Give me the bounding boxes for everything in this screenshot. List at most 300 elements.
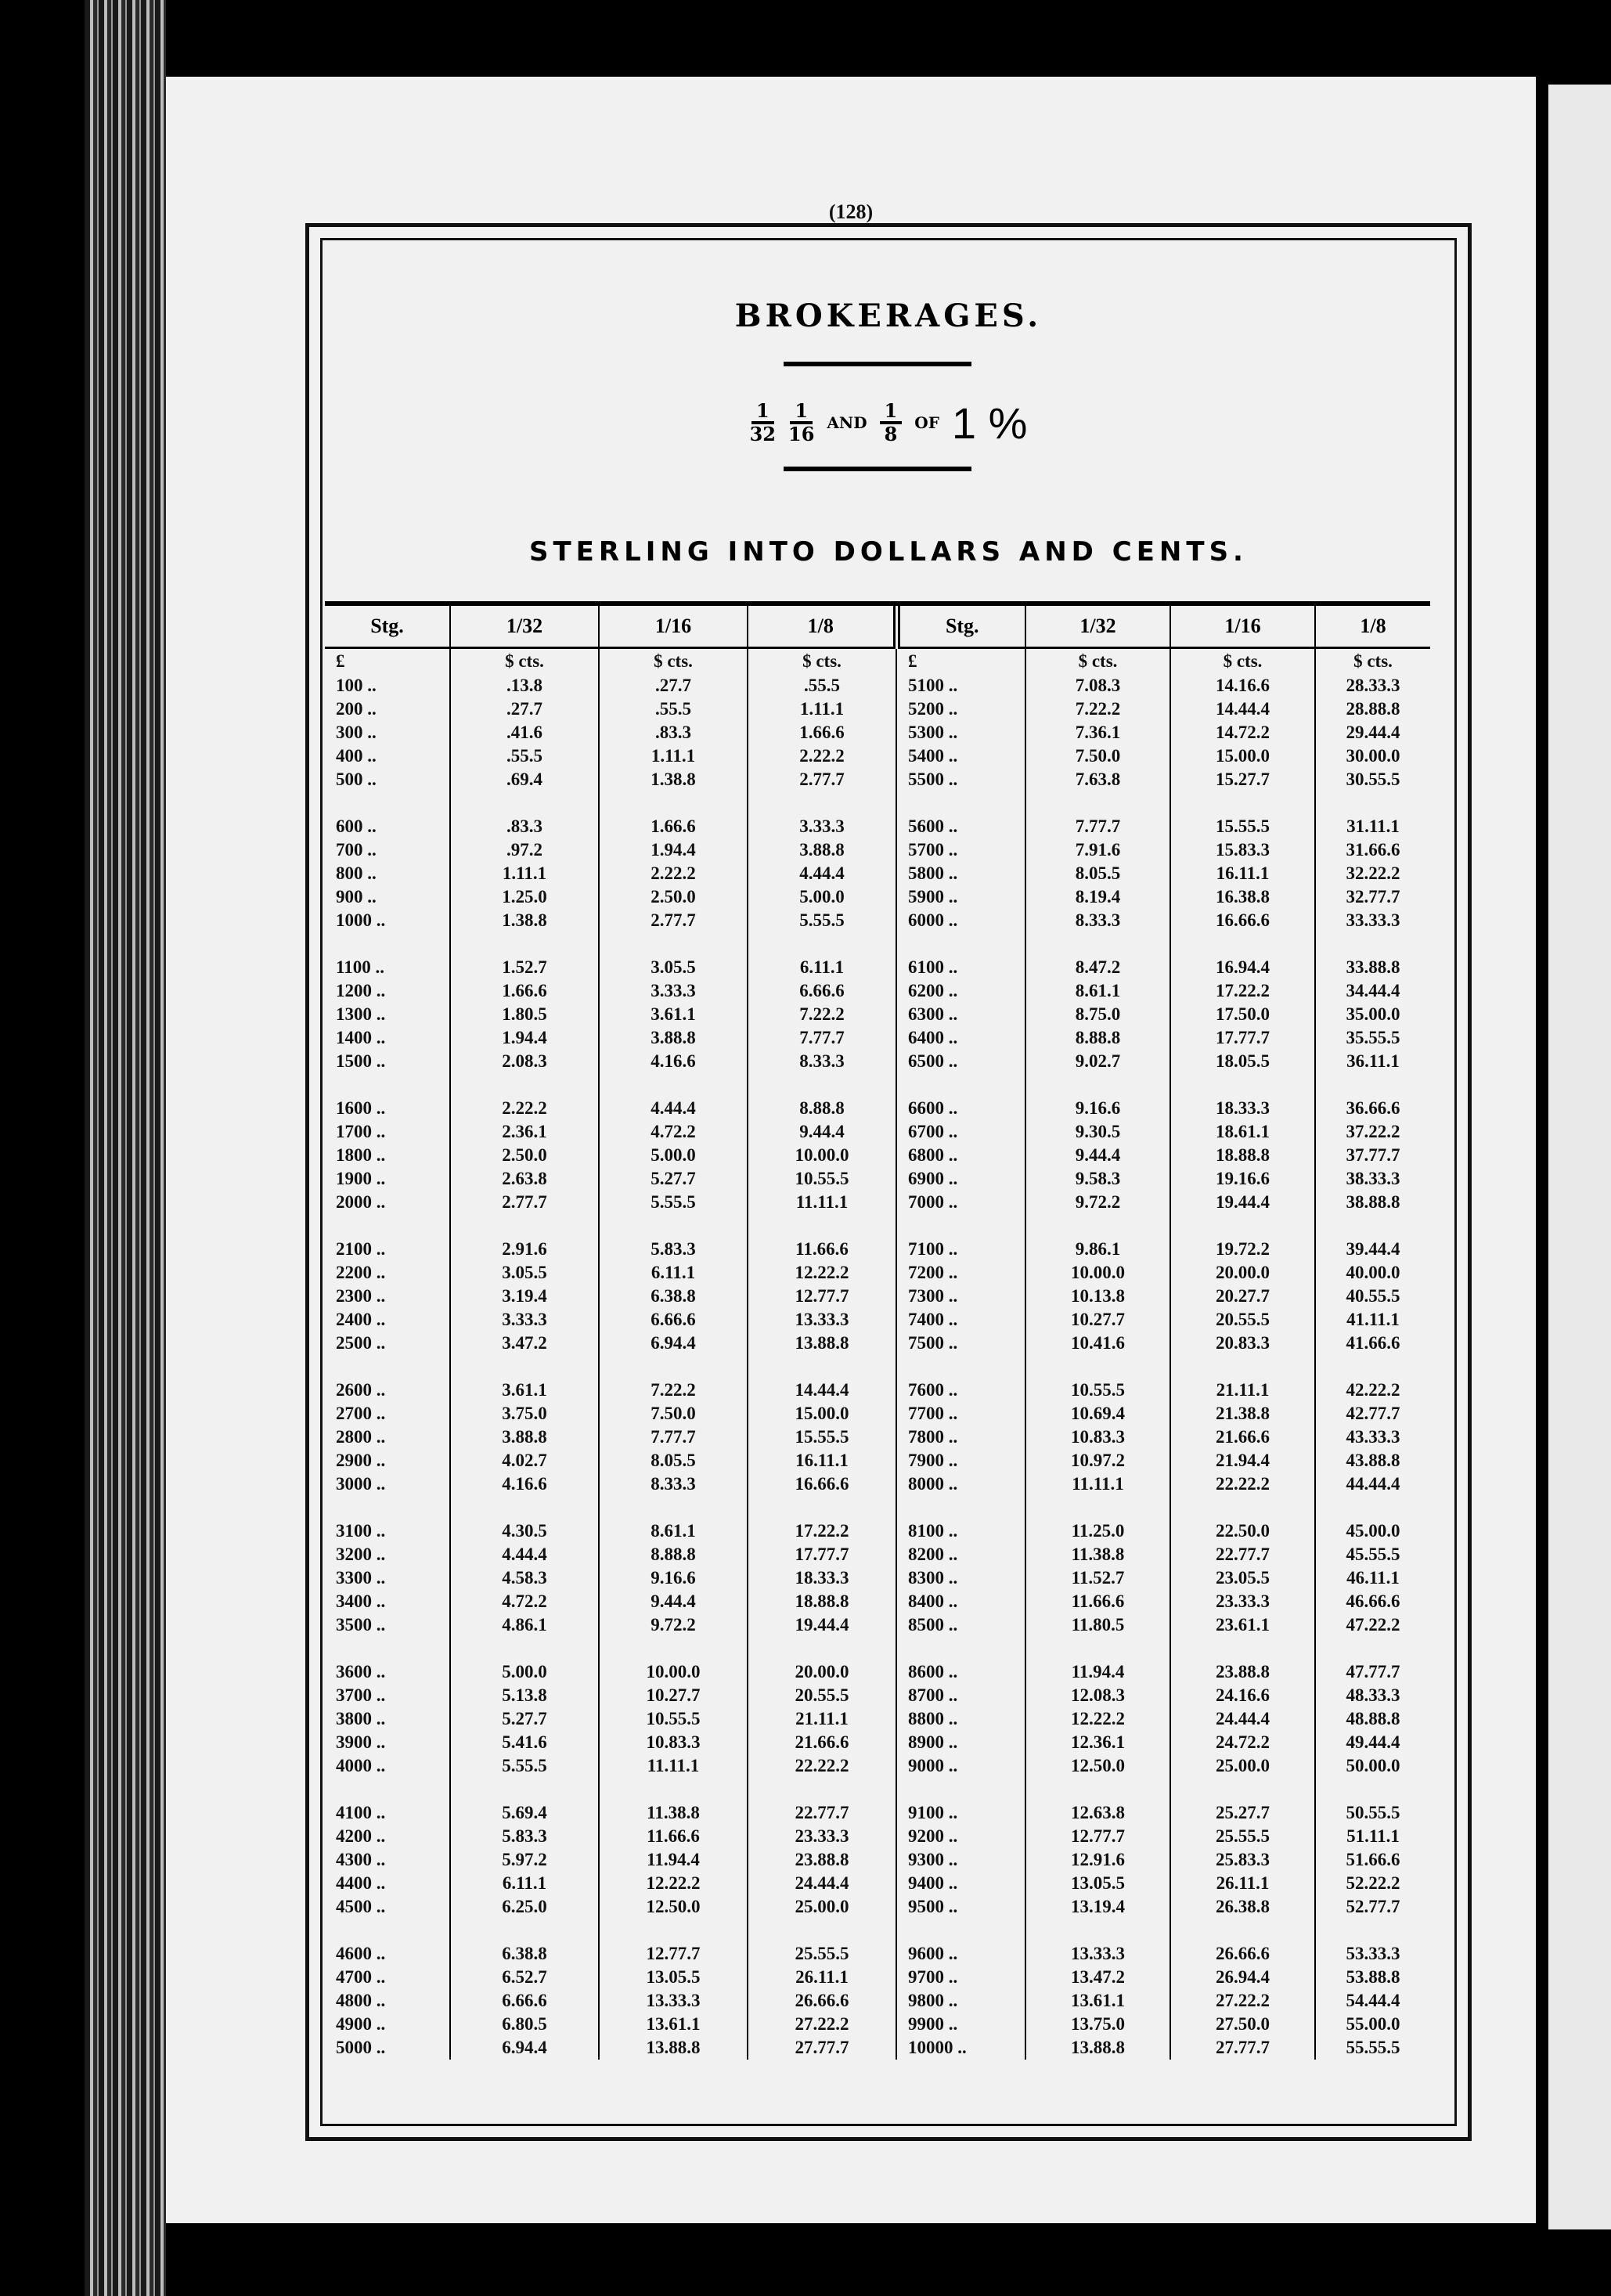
table-cell: 19.72.2 <box>1170 1238 1315 1261</box>
unit-cell: $ cts. <box>1170 648 1315 675</box>
spacer-cell <box>325 1214 450 1238</box>
table-cell: 27.22.2 <box>1170 1989 1315 2013</box>
table-row <box>325 1543 1430 1566</box>
spacer-cell <box>1025 932 1170 956</box>
table-cell: 20.00.0 <box>1170 1261 1315 1285</box>
table-cell: 11.80.5 <box>1025 1613 1170 1637</box>
group-spacer <box>325 1496 1430 1519</box>
table-cell: 1.38.8 <box>599 768 748 791</box>
table-row <box>325 674 1430 697</box>
spacer-cell <box>1025 1214 1170 1238</box>
table-cell: 6.66.6 <box>599 1308 748 1332</box>
spacer-cell <box>896 932 1025 956</box>
table-cell: 7.22.2 <box>1025 697 1170 721</box>
table-row <box>325 885 1430 909</box>
table-cell: 6.52.7 <box>450 1966 599 1989</box>
table-row <box>325 1167 1430 1191</box>
table-cell: 18.05.5 <box>1170 1050 1315 1073</box>
table-cell: 9.44.4 <box>599 1590 748 1613</box>
table-cell: 15.00.0 <box>1170 744 1315 768</box>
table-cell: 6000 .. <box>896 909 1025 932</box>
table-row <box>325 909 1430 932</box>
table-cell: 23.88.8 <box>1170 1660 1315 1684</box>
table-row <box>325 1731 1430 1754</box>
fraction-numerator: 1 <box>880 401 903 424</box>
table-cell: 51.66.6 <box>1346 1850 1400 1869</box>
spacer-cell <box>325 1919 450 1942</box>
table-cell: 10.55.5 <box>599 1707 748 1731</box>
unit-cell: £ <box>325 648 450 675</box>
table-cell: 4.72.2 <box>599 1120 748 1144</box>
table-cell: 8.05.5 <box>599 1449 748 1472</box>
table-row <box>325 2013 1430 2036</box>
table-cell: 51.11.1 <box>1346 1826 1400 1846</box>
fraction-1-8 <box>880 401 903 445</box>
table-cell: 19.44.4 <box>1170 1191 1315 1214</box>
table-cell: 11.11.1 <box>748 1191 896 1214</box>
table-cell: 1.66.6 <box>450 979 599 1003</box>
table-cell: 22.50.0 <box>1170 1519 1315 1543</box>
table-cell: 2.08.3 <box>450 1050 599 1073</box>
table-cell: 2.22.2 <box>748 744 896 768</box>
group-spacer <box>325 1214 1430 1238</box>
table-cell: 7.77.7 <box>1025 815 1170 838</box>
table-cell: 15.55.5 <box>748 1426 896 1449</box>
unit-cell: £ <box>896 648 1025 675</box>
units-row <box>325 648 1430 675</box>
table-cell: 3.75.0 <box>450 1402 599 1426</box>
table-cell: 9.30.5 <box>1025 1120 1170 1144</box>
table-cell: 2.50.0 <box>599 885 748 909</box>
table-cell: 6.11.1 <box>450 1872 599 1895</box>
table-cell: 20.55.5 <box>1170 1308 1315 1332</box>
table-cell: .55.5 <box>748 674 896 697</box>
spacer-cell <box>748 1778 896 1801</box>
table-cell: 7.36.1 <box>1025 721 1170 744</box>
spacer-cell <box>896 1214 1025 1238</box>
table-row <box>325 1449 1430 1472</box>
table-cell: 8.75.0 <box>1025 1003 1170 1026</box>
table-cell: 27.22.2 <box>748 2013 896 2036</box>
table-cell: 9800 .. <box>896 1989 1025 2013</box>
unit-cell: $ cts. <box>748 648 896 675</box>
table-cell: 3.61.1 <box>599 1003 748 1026</box>
table-cell: 7.77.7 <box>748 1026 896 1050</box>
table-row <box>325 1285 1430 1308</box>
table-cell: 31.66.6 <box>1346 840 1400 860</box>
table-cell: 45.00.0 <box>1346 1521 1400 1541</box>
table-cell: 400 .. <box>325 744 450 768</box>
table-cell: 2800 .. <box>325 1426 450 1449</box>
table-cell: 8.61.1 <box>599 1519 748 1543</box>
table-cell: 3900 .. <box>325 1731 450 1754</box>
spacer-cell <box>1170 1919 1315 1942</box>
table-cell: 53.88.8 <box>1346 1967 1400 1987</box>
col-header-stg-right: Stg. <box>896 606 1025 648</box>
spacer-cell <box>599 932 748 956</box>
spacer-cell <box>1315 1637 1430 1660</box>
header-row <box>325 606 1430 648</box>
table-cell: 54.44.4 <box>1346 1991 1400 2010</box>
table-cell: 46.66.6 <box>1346 1591 1400 1611</box>
table-cell: 41.11.1 <box>1346 1310 1400 1329</box>
table-cell: 24.44.4 <box>748 1872 896 1895</box>
table-cell: .55.5 <box>599 697 748 721</box>
table-row <box>325 1308 1430 1332</box>
table-cell: .41.6 <box>450 721 599 744</box>
table-cell: 16.11.1 <box>1170 862 1315 885</box>
table-row <box>325 1402 1430 1426</box>
table-cell: 3600 .. <box>325 1660 450 1684</box>
table-cell: 2700 .. <box>325 1402 450 1426</box>
table-cell: 3000 .. <box>325 1472 450 1496</box>
table-cell: 46.11.1 <box>1346 1568 1400 1588</box>
table-row <box>325 1801 1430 1825</box>
table-cell: 15.55.5 <box>1170 815 1315 838</box>
table-cell: 6.25.0 <box>450 1895 599 1919</box>
table-cell: 2.36.1 <box>450 1120 599 1144</box>
spacer-cell <box>748 1073 896 1097</box>
spacer-cell <box>1315 1496 1430 1519</box>
table-cell: 23.33.3 <box>748 1825 896 1848</box>
table-cell: 25.55.5 <box>748 1942 896 1966</box>
table-cell: 3800 .. <box>325 1707 450 1731</box>
table-cell: 41.66.6 <box>1346 1333 1400 1353</box>
table-cell: 10.27.7 <box>599 1684 748 1707</box>
table-cell: 3.05.5 <box>450 1261 599 1285</box>
table-cell: 4100 .. <box>325 1801 450 1825</box>
table-cell: 13.33.3 <box>599 1989 748 2013</box>
table-cell: 5.00.0 <box>599 1144 748 1167</box>
table-cell: 1.66.6 <box>748 721 896 744</box>
table-cell: 16.11.1 <box>748 1449 896 1472</box>
table-cell: 9.16.6 <box>1025 1097 1170 1120</box>
table-cell: 35.55.5 <box>1346 1028 1400 1047</box>
table-cell: 33.88.8 <box>1346 957 1400 977</box>
table-cell: 21.38.8 <box>1170 1402 1315 1426</box>
table-cell: 4500 .. <box>325 1895 450 1919</box>
table-cell: 3.88.8 <box>599 1026 748 1050</box>
table-cell: 16.66.6 <box>748 1472 896 1496</box>
table-cell: 6.38.8 <box>599 1285 748 1308</box>
table-cell: 6900 .. <box>896 1167 1025 1191</box>
table-cell: 1.11.1 <box>599 744 748 768</box>
table-cell: 19.44.4 <box>748 1613 896 1637</box>
table-cell: 2.22.2 <box>599 862 748 885</box>
table-cell: 1.11.1 <box>748 697 896 721</box>
table-cell: 5.55.5 <box>599 1191 748 1214</box>
spacer-cell <box>1315 1778 1430 1801</box>
spacer-cell <box>1315 932 1430 956</box>
table-cell: 30.00.0 <box>1346 746 1400 766</box>
table-cell: 24.72.2 <box>1170 1731 1315 1754</box>
rate-fractions <box>309 391 1468 454</box>
table-cell: 1600 .. <box>325 1097 450 1120</box>
table-cell: 10.55.5 <box>1025 1379 1170 1402</box>
table-cell: 1500 .. <box>325 1050 450 1073</box>
table-cell: 3.33.3 <box>599 979 748 1003</box>
table-cell: 26.94.4 <box>1170 1966 1315 1989</box>
table-cell: 8100 .. <box>896 1519 1025 1543</box>
table-cell: 20.83.3 <box>1170 1332 1315 1355</box>
table-cell: 11.94.4 <box>599 1848 748 1872</box>
table-cell: 8600 .. <box>896 1660 1025 1684</box>
table-cell: 9600 .. <box>896 1942 1025 1966</box>
spacer-cell <box>1170 1496 1315 1519</box>
table-cell: 12.22.2 <box>599 1872 748 1895</box>
table-cell: 2.77.7 <box>748 768 896 791</box>
table-cell: 47.22.2 <box>1346 1615 1400 1635</box>
table-cell: 8.61.1 <box>1025 979 1170 1003</box>
table-cell: 4000 .. <box>325 1754 450 1778</box>
table-cell: 800 .. <box>325 862 450 885</box>
spacer-cell <box>896 1355 1025 1379</box>
title-rule-top <box>784 362 971 366</box>
table-cell: 7.08.3 <box>1025 674 1170 697</box>
table-cell: 1.52.7 <box>450 956 599 979</box>
fraction-1-32 <box>750 401 776 445</box>
one-percent: 1 % <box>951 398 1028 448</box>
group-spacer <box>325 1073 1430 1097</box>
page-title: BROKERAGES. <box>734 297 1043 334</box>
table-cell: 15.00.0 <box>748 1402 896 1426</box>
spacer-cell <box>1025 1919 1170 1942</box>
table-cell: 2100 .. <box>325 1238 450 1261</box>
table-cell: 18.33.3 <box>1170 1097 1315 1120</box>
table-cell: 900 .. <box>325 885 450 909</box>
table-cell: 1400 .. <box>325 1026 450 1050</box>
group-spacer <box>325 791 1430 815</box>
table-cell: 1700 .. <box>325 1120 450 1144</box>
table-row <box>325 1097 1430 1120</box>
table-cell: 4900 .. <box>325 2013 450 2036</box>
table-cell: 25.00.0 <box>748 1895 896 1919</box>
table-cell: 7500 .. <box>896 1332 1025 1355</box>
table-cell: 6.94.4 <box>599 1332 748 1355</box>
table-cell: 25.27.7 <box>1170 1801 1315 1825</box>
table-row <box>325 1684 1430 1707</box>
spacer-cell <box>450 932 599 956</box>
spacer-cell <box>1025 1778 1170 1801</box>
spacer-cell <box>450 1637 599 1660</box>
table-cell: 3100 .. <box>325 1519 450 1543</box>
table-cell: .27.7 <box>599 674 748 697</box>
table-cell: 11.38.8 <box>599 1801 748 1825</box>
table-cell: 2.77.7 <box>599 909 748 932</box>
table-cell: 8.19.4 <box>1025 885 1170 909</box>
table-cell: 11.11.1 <box>1025 1472 1170 1496</box>
spacer-cell <box>599 1919 748 1942</box>
spacer-cell <box>748 1637 896 1660</box>
unit-cell: $ cts. <box>450 648 599 675</box>
spacer-cell <box>1025 1496 1170 1519</box>
table-cell: 9.72.2 <box>1025 1191 1170 1214</box>
spacer-cell <box>896 1073 1025 1097</box>
spacer-cell <box>325 1073 450 1097</box>
spacer-cell <box>599 1214 748 1238</box>
spacer-cell <box>450 1214 599 1238</box>
table-cell: 16.66.6 <box>1170 909 1315 932</box>
table-cell: 12.91.6 <box>1025 1848 1170 1872</box>
table-cell: 8200 .. <box>896 1543 1025 1566</box>
table-cell: 6100 .. <box>896 956 1025 979</box>
table-cell: 31.11.1 <box>1346 816 1400 836</box>
table-cell: 3400 .. <box>325 1590 450 1613</box>
table-cell: 9.58.3 <box>1025 1167 1170 1191</box>
table-cell: 22.22.2 <box>748 1754 896 1778</box>
table-cell: 23.05.5 <box>1170 1566 1315 1590</box>
table-cell: 47.77.7 <box>1346 1662 1400 1681</box>
group-spacer <box>325 1919 1430 1942</box>
spacer-cell <box>325 1496 450 1519</box>
table-cell: 7000 .. <box>896 1191 1025 1214</box>
table-row <box>325 768 1430 791</box>
table-cell: 4.16.6 <box>599 1050 748 1073</box>
table-cell: 4.72.2 <box>450 1590 599 1613</box>
table-cell: .13.8 <box>450 674 599 697</box>
table-cell: 600 .. <box>325 815 450 838</box>
table-cell: 10.00.0 <box>748 1144 896 1167</box>
table-cell: 13.88.8 <box>748 1332 896 1355</box>
table-cell: 8500 .. <box>896 1613 1025 1637</box>
table-cell: 5800 .. <box>896 862 1025 885</box>
table-cell: 38.33.3 <box>1346 1169 1400 1188</box>
spacer-cell <box>1315 1919 1430 1942</box>
spacer-cell <box>450 1073 599 1097</box>
table-cell: 5.27.7 <box>450 1707 599 1731</box>
spacer-cell <box>1315 1073 1430 1097</box>
table-cell: 5.13.8 <box>450 1684 599 1707</box>
table-cell: 1.66.6 <box>599 815 748 838</box>
table-cell: 14.72.2 <box>1170 721 1315 744</box>
table-cell: 5600 .. <box>896 815 1025 838</box>
table-cell: 9400 .. <box>896 1872 1025 1895</box>
table-cell: 200 .. <box>325 697 450 721</box>
table-cell: 26.38.8 <box>1170 1895 1315 1919</box>
table-cell: 18.33.3 <box>748 1566 896 1590</box>
table-row <box>325 1989 1430 2013</box>
table-cell: 10.13.8 <box>1025 1285 1170 1308</box>
table-cell: 42.77.7 <box>1346 1404 1400 1423</box>
table-cell: 12.22.2 <box>1025 1707 1170 1731</box>
table-cell: 12.50.0 <box>1025 1754 1170 1778</box>
table-cell: 1.94.4 <box>450 1026 599 1050</box>
table-cell: 6600 .. <box>896 1097 1025 1120</box>
table-cell: 17.22.2 <box>1170 979 1315 1003</box>
fraction-denominator: 32 <box>749 423 776 445</box>
table-row <box>325 1238 1430 1261</box>
table-row <box>325 1848 1430 1872</box>
table-cell: 50.55.5 <box>1346 1803 1400 1822</box>
table-cell: 9200 .. <box>896 1825 1025 1848</box>
table-cell: 15.83.3 <box>1170 838 1315 862</box>
subtitle: STERLING INTO DOLLARS AND CENTS. <box>529 536 1248 568</box>
table-cell: 3.33.3 <box>748 815 896 838</box>
table-row <box>325 1942 1430 1966</box>
table-cell: 1.25.0 <box>450 885 599 909</box>
spacer-cell <box>325 1355 450 1379</box>
table-cell: 50.00.0 <box>1346 1756 1400 1775</box>
table-cell: 24.44.4 <box>1170 1707 1315 1731</box>
table-cell: 9.72.2 <box>599 1613 748 1637</box>
table-cell: 25.00.0 <box>1170 1754 1315 1778</box>
spacer-cell <box>1025 1355 1170 1379</box>
table-cell: 17.22.2 <box>748 1519 896 1543</box>
table-cell: 42.22.2 <box>1346 1380 1400 1400</box>
table-cell: 43.88.8 <box>1346 1451 1400 1470</box>
table-cell: 2.22.2 <box>450 1097 599 1120</box>
table-row <box>325 1660 1430 1684</box>
table-cell: 3.33.3 <box>450 1308 599 1332</box>
table-cell: 9.02.7 <box>1025 1050 1170 1073</box>
brokerage-table-area <box>325 601 1430 2078</box>
table-cell: 8000 .. <box>896 1472 1025 1496</box>
table-row <box>325 979 1430 1003</box>
of-word: OF <box>914 413 939 432</box>
table-cell: 11.66.6 <box>599 1825 748 1848</box>
table-cell: .55.5 <box>450 744 599 768</box>
spacer-cell <box>325 791 450 815</box>
table-cell: 13.05.5 <box>599 1966 748 1989</box>
table-cell: 13.88.8 <box>1025 2036 1170 2060</box>
table-cell: 35.00.0 <box>1346 1004 1400 1024</box>
col-header-1-32-right: 1/32 <box>1025 606 1170 648</box>
table-cell: 11.38.8 <box>1025 1543 1170 1566</box>
table-cell: 1300 .. <box>325 1003 450 1026</box>
spacer-cell <box>896 1778 1025 1801</box>
table-cell: 9700 .. <box>896 1966 1025 1989</box>
table-cell: 52.77.7 <box>1346 1897 1400 1916</box>
table-cell: 5900 .. <box>896 885 1025 909</box>
table-cell: 3.19.4 <box>450 1285 599 1308</box>
table-cell: 11.66.6 <box>1025 1590 1170 1613</box>
fraction-numerator: 1 <box>751 401 774 424</box>
spacer-cell <box>748 1355 896 1379</box>
spacer-cell <box>450 791 599 815</box>
table-cell: 27.50.0 <box>1170 2013 1315 2036</box>
table-cell: 21.66.6 <box>1170 1426 1315 1449</box>
table-cell: 100 .. <box>325 674 450 697</box>
fraction-denominator: 16 <box>788 423 815 445</box>
table-cell: 6500 .. <box>896 1050 1025 1073</box>
table-cell: 37.77.7 <box>1346 1145 1400 1165</box>
table-cell: 21.66.6 <box>748 1731 896 1754</box>
table-cell: .83.3 <box>450 815 599 838</box>
table-cell: 22.77.7 <box>748 1801 896 1825</box>
table-cell: 30.55.5 <box>1346 770 1400 789</box>
table-cell: 26.66.6 <box>1170 1942 1315 1966</box>
table-cell: 5.69.4 <box>450 1801 599 1825</box>
table-cell: 9100 .. <box>896 1801 1025 1825</box>
table-cell: 8.88.8 <box>748 1097 896 1120</box>
table-cell: 6700 .. <box>896 1120 1025 1144</box>
table-cell: 21.11.1 <box>748 1707 896 1731</box>
col-header-1-16-left: 1/16 <box>599 606 748 648</box>
table-row <box>325 2036 1430 2060</box>
table-cell: 22.22.2 <box>1170 1472 1315 1496</box>
table-cell: 3200 .. <box>325 1543 450 1566</box>
table-cell: 6.66.6 <box>450 1989 599 2013</box>
table-cell: 48.88.8 <box>1346 1709 1400 1728</box>
table-cell: 2.91.6 <box>450 1238 599 1261</box>
table-cell: 2.50.0 <box>450 1144 599 1167</box>
table-cell: 5.27.7 <box>599 1167 748 1191</box>
table-row <box>325 1332 1430 1355</box>
table-cell: 9.44.4 <box>748 1120 896 1144</box>
table-cell: 38.88.8 <box>1346 1192 1400 1212</box>
table-cell: 25.83.3 <box>1170 1848 1315 1872</box>
table-row <box>325 862 1430 885</box>
